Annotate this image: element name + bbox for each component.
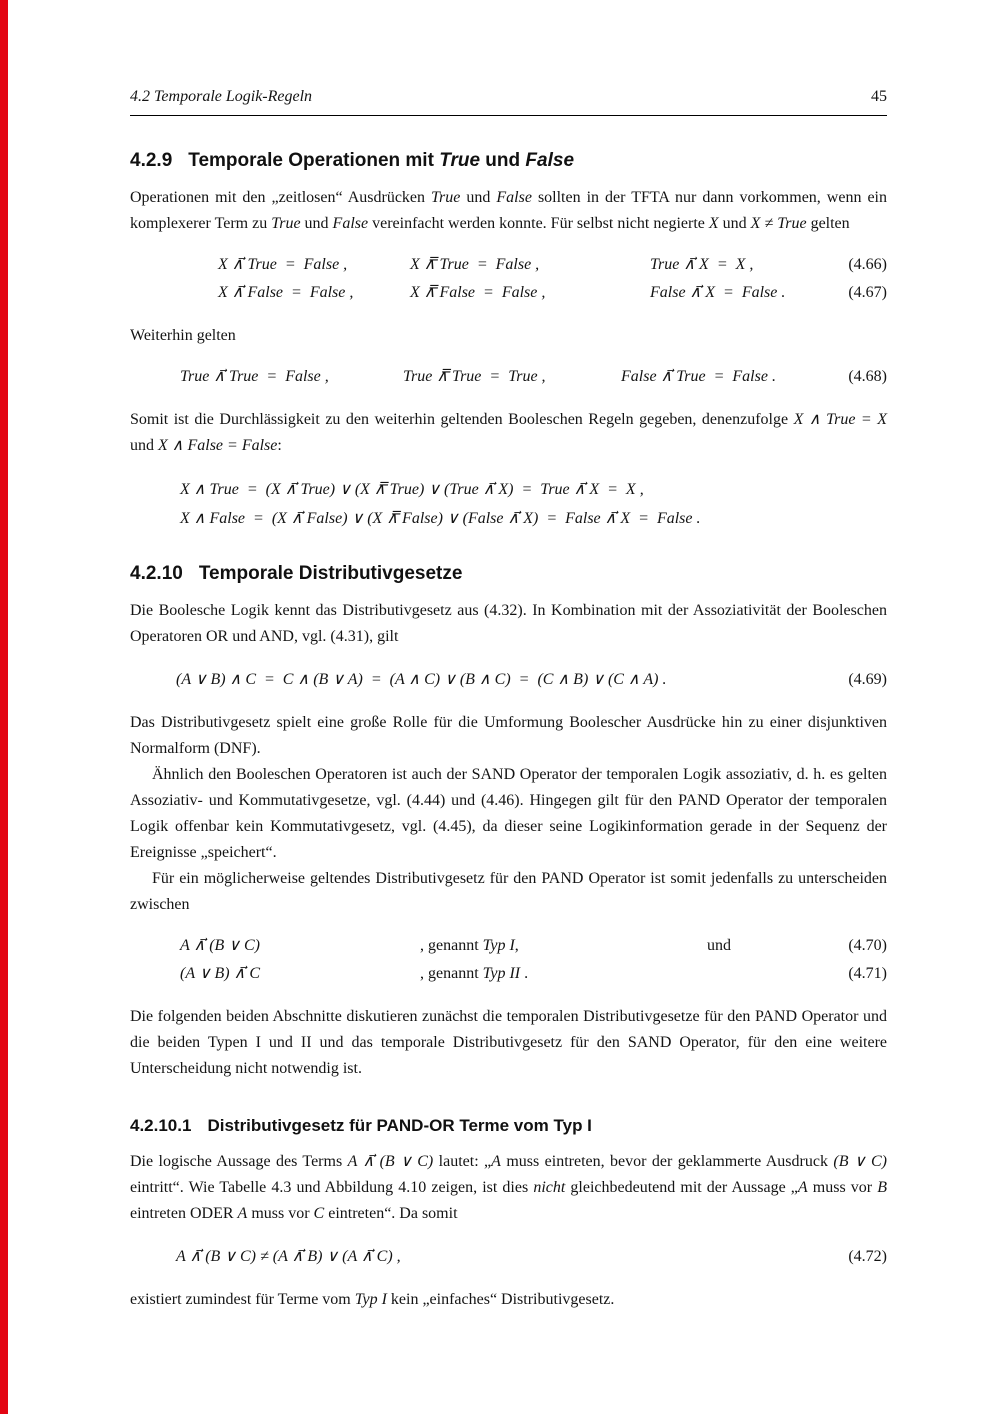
equation-group-468 [130,363,887,391]
equation-cell: True ∧̿ True = True , [403,368,546,385]
section-title: Temporale Operationen mit True und False [188,150,575,171]
left-edge-red-bar [0,0,8,1414]
equation-annotation: , genannt Typ I, [420,937,519,954]
paragraph-boolesche-logik: Die Boolesche Logik kennt das Distributivgesetz aus (4.32). In Kombination mit der Assoziativität der Booleschen Operatoren OR und AND, vgl. (4.31), gilt [130,602,887,645]
equation-cell: True ∧⃗ X = X , [650,256,754,273]
paragraph-weiterhin: Weiterhin gelten [130,327,236,344]
equation-expression: A ∧⃗ (B ∨ C) [180,937,261,954]
paragraph-operationen: Operationen mit den „zeitlosen“ Ausdrücken True und False sollten in der TFTA nur dann vorkommen, wenn ein komplexerer Term zu True und False vereinfacht werden konnte. Für selbst nicht negierte X und X ≠ True gelten [130,189,888,232]
equation-4-72 [130,1243,887,1271]
equation-tag: (4.67) [848,284,887,301]
equation-cell: X ∧̿ False = False , [410,284,546,301]
equation-tag: (4.71) [848,965,887,982]
paragraph-folgende-abschnitte: Die folgenden beiden Abschnitte diskutieren zunächst die temporalen Distributivgesetze für den PAND Operator und die beiden Typen I und II und das temporale Distributivgesetz für den SAND Operator, für den eine weitere Unterscheidung nicht notwendig ist. [130,1008,887,1077]
running-head-title: 4.2 Temporale Logik-Regeln [130,88,313,105]
equation-body: (A ∨ B) ∧ C = C ∧ (B ∨ A) = (A ∧ C) ∨ (B ∧ C) = (C ∧ B) ∨ (C ∧ A) . [176,671,667,688]
equation-expression: (A ∨ B) ∧⃗ C [180,965,261,982]
section-number: 4.2.10 [130,563,183,584]
equation-4-67 [130,279,887,307]
paragraph-fuer-ein: Für ein möglicherweise geltendes Distributivgesetz für den PAND Operator ist somit jedenfalls zu unterscheiden zwischen [130,870,887,913]
equation-cell: False ∧⃗ X = False . [650,284,786,301]
equation-tag: (4.69) [848,671,887,688]
equation-group-dnf [130,475,887,533]
paragraph-somit: Somit ist die Durchlässigkeit zu den weiterhin geltenden Booleschen Regeln gegeben, denenzufolge X ∧ True = X und X ∧ False = False: [130,411,887,454]
section-heading-4-2-9 [130,150,887,172]
paragraph-logische-aussage: Die logische Aussage des Terms A ∧⃗ (B ∨ C) lautet: „A muss eintreten, bevor der geklammerte Ausdruck (B ∨ C) eintritt“. Wie Tabelle 4.3 und Abbildung 4.10 zeigen, ist dies nicht gleichbedeutend mit der Aussage „A muss vor B eintreten ODER A muss vor C eintreten“. Da somit [130,1153,888,1222]
paragraph-existiert: existiert zumindest für Terme vom Typ I kein „einfaches“ Distributivgesetz. [130,1291,615,1308]
equation-dnf-false: X ∧ False = (X ∧⃗ False) ∨ (X ∧̿ False) ∨ (False ∧⃗ X) = False ∧⃗ X = False . [180,510,701,527]
equation-conjunction [707,960,833,988]
section-number: 4.2.10.1 [130,1116,192,1135]
equation-dnf-true: X ∧ True = (X ∧⃗ True) ∨ (X ∧̿ True) ∨ (True ∧⃗ X) = True ∧⃗ X = X , [180,481,644,498]
paragraph-dnf: Das Distributivgesetz spielt eine große Rolle für die Umformung Boolescher Ausdrücke hin zu einer disjunktiven Normalform (DNF). [130,714,887,757]
equation-4-68 [130,363,887,391]
equation-tag: (4.70) [848,937,887,954]
page-content [130,88,887,1313]
equation-tag: (4.66) [848,256,887,273]
equation-4-70 [130,932,887,960]
section-title: Temporale Distributivgesetze [198,563,463,584]
equation-group-466-467 [130,251,887,307]
equation-4-71 [130,960,887,988]
paragraph-aehnlich: Ähnlich den Booleschen Operatoren ist auch der SAND Operator der temporalen Logik assoziativ, d. h. es gelten Assoziativ- und Kommutativgesetze, vgl. (4.44) und (4.46). Hingegen gilt für den PAND Operator der temporalen Logik offenbar kein Kommutativgesetz, vgl. (4.45), da dieser seine Logikinformation gerade in der Sequenz der Ereignisse „speichert“. [130,766,887,861]
equation-4-69 [130,666,887,694]
equation-cell: True ∧⃗ True = False , [180,368,329,385]
equation-body: A ∧⃗ (B ∨ C) ≠ (A ∧⃗ B) ∨ (A ∧⃗ C) , [176,1248,401,1265]
equation-tag: (4.72) [848,1248,887,1265]
equation-annotation: , genannt Typ II . [420,965,529,982]
section-title: Distributivgesetz für PAND-OR Terme vom Typ I [207,1116,592,1135]
page-number: 45 [871,88,887,105]
equation-cell: X ∧⃗ True = False , [218,256,348,273]
equation-group-470-471 [130,932,887,988]
section-heading-4-2-10-1 [130,1116,887,1136]
equation-4-66 [130,251,887,279]
section-number: 4.2.9 [130,150,173,171]
equation-tag: (4.68) [848,368,887,385]
equation-conjunction: und [707,937,731,954]
equation-cell: X ∧⃗ False = False , [218,284,354,301]
equation-cell: X ∧̿ True = False , [410,256,540,273]
section-heading-4-2-10 [130,563,887,585]
equation-cell: False ∧⃗ True = False . [621,368,776,385]
running-head [130,88,887,116]
